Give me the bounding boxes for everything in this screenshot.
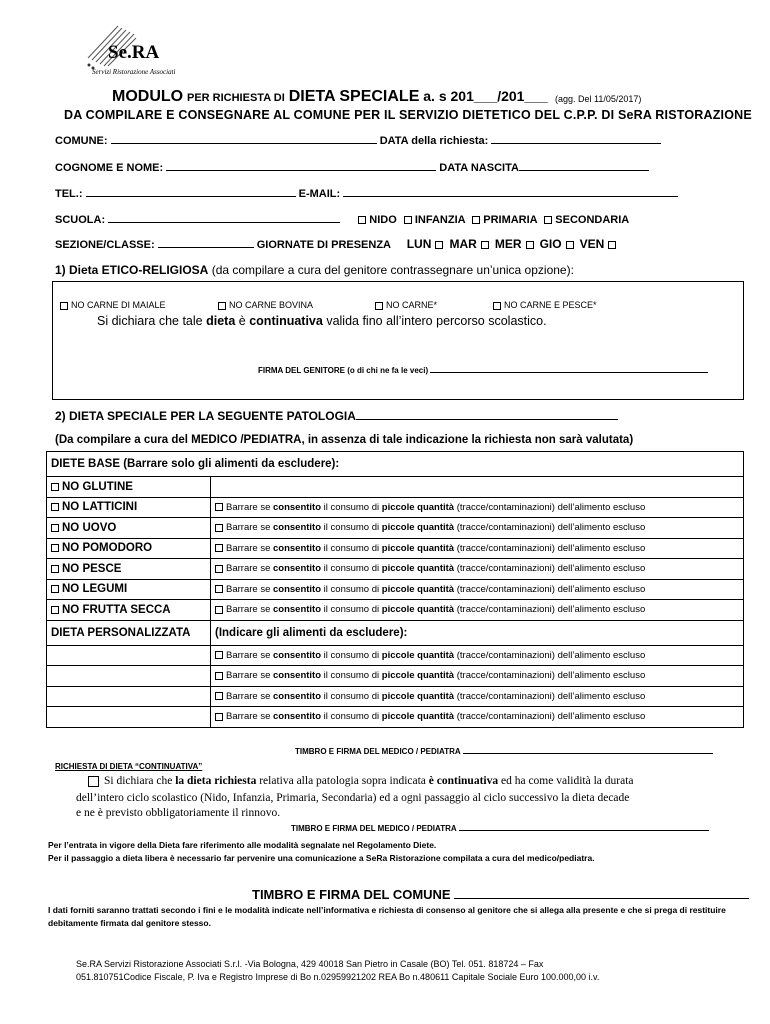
- consent-b: consentito: [273, 649, 322, 661]
- checkbox-icon[interactable]: [51, 524, 59, 532]
- mer-checkbox[interactable]: [526, 241, 534, 249]
- consent-checkbox[interactable]: [215, 524, 223, 532]
- day-ven: VEN: [579, 237, 605, 251]
- table-row: [47, 620, 744, 645]
- cont-a: Si dichiara che: [104, 775, 173, 787]
- option-no-carne-pesce[interactable]: [493, 300, 597, 310]
- option-no-bovina[interactable]: [218, 300, 313, 310]
- consent-e: (tracce/contaminazioni) dell’alimento escluso: [456, 649, 646, 661]
- consent-b: consentito: [273, 501, 322, 513]
- consent-c: il consumo di: [323, 501, 380, 513]
- update-date: (agg. Del 11/05/2017): [555, 94, 642, 104]
- consent-d: piccole quantità: [381, 563, 455, 575]
- consent-cell[interactable]: [211, 579, 744, 600]
- consent-d: piccole quantità: [381, 583, 455, 595]
- consent-c: il consumo di: [323, 604, 380, 616]
- logo-name: Se.RA: [108, 42, 160, 63]
- consent-c: il consumo di: [323, 649, 380, 661]
- diet-item-label: NO LEGUMI: [62, 583, 128, 596]
- consent-b: consentito: [273, 690, 322, 702]
- consent-d: piccole quantità: [381, 690, 455, 702]
- sezione-input[interactable]: [158, 237, 254, 248]
- note-2: Per il passaggio a dieta libera è necessario far pervenire una comunicazione a SeRa Ristorazione compilata a cura del medico/pediatra.: [48, 853, 595, 863]
- data-nascita-input[interactable]: [519, 160, 649, 171]
- infanzia-checkbox[interactable]: [404, 216, 412, 224]
- title-part-d: a. s 201___/201___: [423, 88, 548, 104]
- consent-a: Barrare se: [226, 501, 271, 513]
- consent-d: piccole quantità: [381, 711, 455, 723]
- consent-e: (tracce/contaminazioni) dell’alimento escluso: [456, 522, 646, 534]
- consent-checkbox[interactable]: [215, 713, 223, 721]
- consent-a: Barrare se: [226, 690, 271, 702]
- consent-b: consentito: [273, 542, 322, 554]
- section1-declaration: [97, 314, 547, 328]
- consent-cell[interactable]: [211, 686, 744, 707]
- personalizzata-label: DIETA PERSONALIZZATA: [47, 620, 211, 645]
- checkbox-icon[interactable]: [51, 503, 59, 511]
- diet-item-label: NO LATTICINI: [62, 501, 138, 514]
- consent-c: il consumo di: [323, 563, 380, 575]
- comune-input[interactable]: [111, 133, 377, 144]
- option-no-maiale[interactable]: [60, 300, 166, 310]
- consent-b: consentito: [273, 563, 322, 575]
- section1-title-bold: 1) Dieta ETICO-RELIGIOSA: [55, 263, 209, 277]
- title-part-b: PER RICHIESTA DI: [187, 92, 285, 104]
- table-row: [47, 497, 744, 518]
- table-row: [47, 477, 744, 498]
- parent-signature-row: [258, 366, 708, 375]
- ven-checkbox[interactable]: [608, 241, 616, 249]
- tel-label: TEL.:: [55, 188, 83, 200]
- continuativa-line2: dell’intero ciclo scolastico (Nido, Infanzia, Primaria, Secondaria) ed a ogni passaggio al ciclo successivo la dieta decade: [76, 792, 630, 804]
- custom-food-input[interactable]: [47, 707, 211, 728]
- cont-c: relativa alla patologia sopra indicata: [259, 775, 426, 787]
- custom-food-input[interactable]: [47, 686, 211, 707]
- diet-item-label: NO GLUTINE: [62, 480, 133, 493]
- section1-title: [55, 263, 574, 277]
- cont-d: è continuativa: [428, 775, 499, 787]
- form-subtitle: DA COMPILARE E CONSEGNARE AL COMUNE PER IL SERVIZIO DIETETICO DEL C.P.P. DI SeRA RISTORAZIONE: [64, 108, 752, 122]
- diet-item-pesce[interactable]: [47, 559, 211, 580]
- checkbox-icon[interactable]: [218, 302, 226, 310]
- consent-e: (tracce/contaminazioni) dell’alimento escluso: [456, 542, 646, 554]
- section1-title-rest: (da compilare a cura del genitore contrassegnare un’unica opzione):: [211, 263, 574, 277]
- consent-checkbox[interactable]: [215, 544, 223, 552]
- continuativa-line1: [88, 775, 634, 787]
- consent-c: il consumo di: [323, 522, 380, 534]
- tel-input[interactable]: [86, 186, 296, 197]
- section2-title: 2) DIETA SPECIALE PER LA SEGUENTE PATOLOGIA: [55, 409, 356, 423]
- footer: [76, 958, 599, 984]
- data-richiesta-label: DATA della richiesta:: [379, 135, 489, 147]
- logo-subtitle: Servizi Ristorazione Associati: [92, 68, 176, 76]
- consent-e: (tracce/contaminazioni) dell’alimento escluso: [456, 563, 646, 575]
- consent-cell[interactable]: [211, 645, 744, 666]
- cont-b: la dieta richiesta: [175, 775, 257, 787]
- continuativa-checkbox[interactable]: [88, 776, 99, 787]
- checkbox-icon[interactable]: [51, 565, 59, 573]
- medico-signature-row: [295, 747, 713, 756]
- diet-item-uovo[interactable]: [47, 518, 211, 539]
- consent-cell[interactable]: [211, 666, 744, 687]
- consent-a: Barrare se: [226, 649, 271, 661]
- consent-b: consentito: [273, 670, 322, 682]
- consent-d: piccole quantità: [381, 670, 455, 682]
- note-1: Per l’entrata in vigore della Dieta fare riferimento alle modalità segnalate nel Regolamento Diete.: [48, 840, 437, 850]
- consent-cell[interactable]: [211, 600, 744, 621]
- table-row: [47, 518, 744, 539]
- empty-cell: [211, 477, 744, 498]
- diet-item-label: NO POMODORO: [62, 542, 153, 555]
- diet-item-frutta-secca[interactable]: [47, 600, 211, 621]
- medico-signature-input[interactable]: [463, 753, 713, 754]
- decl-e: valida fino all’intero percorso scolastico.: [326, 314, 547, 328]
- consent-b: consentito: [273, 583, 322, 595]
- consent-cell[interactable]: [211, 497, 744, 518]
- gio-checkbox[interactable]: [566, 241, 574, 249]
- table-row: [47, 686, 744, 707]
- consent-cell[interactable]: [211, 518, 744, 539]
- checkbox-icon[interactable]: [51, 606, 59, 614]
- checkbox-icon[interactable]: [493, 302, 501, 310]
- lun-checkbox[interactable]: [435, 241, 443, 249]
- decl-b: dieta: [206, 314, 236, 328]
- table-row: [47, 579, 744, 600]
- consent-checkbox[interactable]: [215, 565, 223, 573]
- medico-signature-label-2: TIMBRO E FIRMA DEL MEDICO / PEDIATRA: [291, 824, 457, 833]
- consent-checkbox[interactable]: [215, 503, 223, 511]
- scuola-input[interactable]: [108, 212, 340, 223]
- decl-c: è: [238, 314, 246, 328]
- nido-label: NIDO: [369, 214, 397, 226]
- consent-e: (tracce/contaminazioni) dell’alimento escluso: [456, 604, 646, 616]
- checkbox-icon[interactable]: [51, 544, 59, 552]
- email-input[interactable]: [343, 186, 678, 197]
- medico-signature-label: TIMBRO E FIRMA DEL MEDICO / PEDIATRA: [295, 747, 461, 756]
- cognome-nome-label: COGNOME E NOME:: [55, 162, 164, 174]
- decl-d: continuativa: [249, 314, 323, 328]
- consent-checkbox[interactable]: [215, 606, 223, 614]
- title-part-c: DIETA SPECIALE: [288, 88, 420, 105]
- diet-item-legumi[interactable]: [47, 579, 211, 600]
- scuola-label: SCUOLA:: [55, 214, 106, 226]
- consent-c: il consumo di: [323, 711, 380, 723]
- cont-e: ed ha come validità la durata: [500, 775, 634, 787]
- data-richiesta-input[interactable]: [491, 133, 661, 144]
- diet-item-label: NO UOVO: [62, 521, 117, 534]
- checkbox-icon[interactable]: [375, 302, 383, 310]
- diete-base-header: DIETE BASE (Barrare solo gli alimenti da escludere):: [47, 452, 744, 477]
- consent-a: Barrare se: [226, 583, 271, 595]
- table-row: [47, 538, 744, 559]
- consent-d: piccole quantità: [381, 604, 455, 616]
- mar-checkbox[interactable]: [481, 241, 489, 249]
- consent-d: piccole quantità: [381, 649, 455, 661]
- consent-e: (tracce/contaminazioni) dell’alimento escluso: [456, 670, 646, 682]
- footer-line-2: 051.810751Codice Fiscale, P. Iva e Registro Imprese di Bo n.02959921202 REA Bo n.480611 Capitale Sociale Euro 100.000,00 i.v.: [76, 972, 600, 982]
- consent-e: (tracce/contaminazioni) dell’alimento escluso: [456, 583, 646, 595]
- custom-food-input[interactable]: [47, 666, 211, 687]
- consent-e: (tracce/contaminazioni) dell’alimento escluso: [456, 501, 646, 513]
- data-nascita-label: DATA NASCITA: [439, 162, 519, 174]
- parent-signature-input[interactable]: [430, 372, 708, 373]
- cognome-row: [55, 160, 649, 174]
- continuativa-line3: e ne è previsto obbligatoriamente il rinnovo.: [76, 807, 281, 819]
- table-row: [47, 600, 744, 621]
- table-row: [47, 559, 744, 580]
- day-gio: GIO: [539, 237, 562, 251]
- consent-d: piccole quantità: [381, 522, 455, 534]
- option-label: NO CARNE E PESCE*: [504, 300, 597, 310]
- diet-item-label: NO FRUTTA SECCA: [62, 603, 171, 616]
- sezione-row: [55, 237, 619, 251]
- consent-c: il consumo di: [323, 690, 380, 702]
- consent-a: Barrare se: [226, 563, 271, 575]
- consent-checkbox[interactable]: [215, 672, 223, 680]
- table-row: [47, 707, 744, 728]
- section1-box: [52, 281, 744, 400]
- diete-table: [46, 451, 744, 728]
- footer-line-1: Se.RA Servizi Ristorazione Associati S.r.l. -Via Bologna, 429 40018 San Pietro in Casale (BO) Tel. 051. 818724 – Fax: [76, 959, 544, 969]
- option-label: NO CARNE BOVINA: [229, 300, 314, 310]
- comune-label: COMUNE:: [55, 135, 108, 147]
- comune-row: [55, 133, 661, 147]
- personalizzata-note: (Indicare gli alimenti da escludere):: [211, 620, 744, 645]
- consent-d: piccole quantità: [381, 501, 455, 513]
- consent-e: (tracce/contaminazioni) dell’alimento escluso: [456, 690, 646, 702]
- day-mer: MER: [494, 237, 522, 251]
- form-title: [112, 88, 548, 106]
- continuativa-title: RICHIESTA DI DIETA “CONTINUATIVA”: [55, 762, 203, 771]
- consent-b: consentito: [273, 604, 322, 616]
- consent-b: consentito: [273, 711, 322, 723]
- consent-cell[interactable]: [211, 538, 744, 559]
- comune-signature-input[interactable]: [454, 886, 749, 899]
- privacy-note: I dati forniti saranno trattati secondo i fini e le modalità indicate nell’informativa e richiesta di consenso al genitore che si allega alla presente e che si prega di restituire debitamente firmata dal genitore stesso.: [48, 905, 726, 928]
- comune-signature-label: TIMBRO E FIRMA DEL COMUNE: [252, 887, 451, 902]
- diet-item-pomodoro[interactable]: [47, 538, 211, 559]
- day-mar: MAR: [449, 237, 477, 251]
- consent-c: il consumo di: [323, 583, 380, 595]
- primaria-label: PRIMARIA: [483, 214, 538, 226]
- checkbox-icon[interactable]: [60, 302, 68, 310]
- medico-signature-input-2[interactable]: [459, 830, 709, 831]
- scuola-row: [55, 212, 629, 226]
- tel-row: [55, 186, 678, 200]
- consent-c: il consumo di: [323, 670, 380, 682]
- consent-e: (tracce/contaminazioni) dell’alimento escluso: [456, 711, 646, 723]
- diet-item-latticini[interactable]: [47, 497, 211, 518]
- consent-checkbox[interactable]: [215, 585, 223, 593]
- section2-title-row: [55, 409, 618, 423]
- option-label: NO CARNE DI MAIALE: [71, 300, 166, 310]
- consent-a: Barrare se: [226, 542, 271, 554]
- consent-d: piccole quantità: [381, 542, 455, 554]
- medico-signature-row-2: [291, 824, 709, 833]
- option-label: NO CARNE*: [386, 300, 438, 310]
- section2-subtitle: (Da compilare a cura del MEDICO /PEDIATRA, in assenza di tale indicazione la richiesta non sarà valutata): [55, 434, 634, 446]
- parent-signature-label: FIRMA DEL GENITORE (o di chi ne fa le veci): [258, 366, 429, 375]
- consent-b: consentito: [273, 522, 322, 534]
- primaria-checkbox[interactable]: [472, 216, 480, 224]
- consent-a: Barrare se: [226, 604, 271, 616]
- consent-a: Barrare se: [226, 711, 271, 723]
- email-label: E-MAIL:: [298, 188, 341, 200]
- consent-cell[interactable]: [211, 707, 744, 728]
- option-no-carne[interactable]: [375, 300, 437, 310]
- secondaria-label: SECONDARIA: [555, 214, 630, 226]
- consent-checkbox[interactable]: [215, 651, 223, 659]
- consent-checkbox[interactable]: [215, 692, 223, 700]
- cognome-nome-input[interactable]: [166, 160, 436, 171]
- consent-a: Barrare se: [226, 670, 271, 682]
- day-lun: LUN: [406, 237, 432, 251]
- consent-a: Barrare se: [226, 522, 271, 534]
- decl-a: Si dichiara che tale: [97, 314, 203, 328]
- consent-c: il consumo di: [323, 542, 380, 554]
- checkbox-icon[interactable]: [51, 585, 59, 593]
- table-row: [47, 666, 744, 687]
- comune-signature-row: [252, 886, 749, 902]
- patologia-input[interactable]: [356, 409, 618, 420]
- table-row: [47, 645, 744, 666]
- secondaria-checkbox[interactable]: [544, 216, 552, 224]
- infanzia-label: INFANZIA: [414, 214, 466, 226]
- diet-item-glutine[interactable]: [47, 477, 211, 498]
- giornate-label: GIORNATE DI PRESENZA: [256, 239, 391, 251]
- checkbox-icon[interactable]: [51, 483, 59, 491]
- consent-cell[interactable]: [211, 559, 744, 580]
- custom-food-input[interactable]: [47, 645, 211, 666]
- sezione-label: SEZIONE/CLASSE:: [55, 239, 155, 251]
- nido-checkbox[interactable]: [358, 216, 366, 224]
- title-part-a: MODULO: [112, 88, 184, 105]
- diet-item-label: NO PESCE: [62, 562, 122, 575]
